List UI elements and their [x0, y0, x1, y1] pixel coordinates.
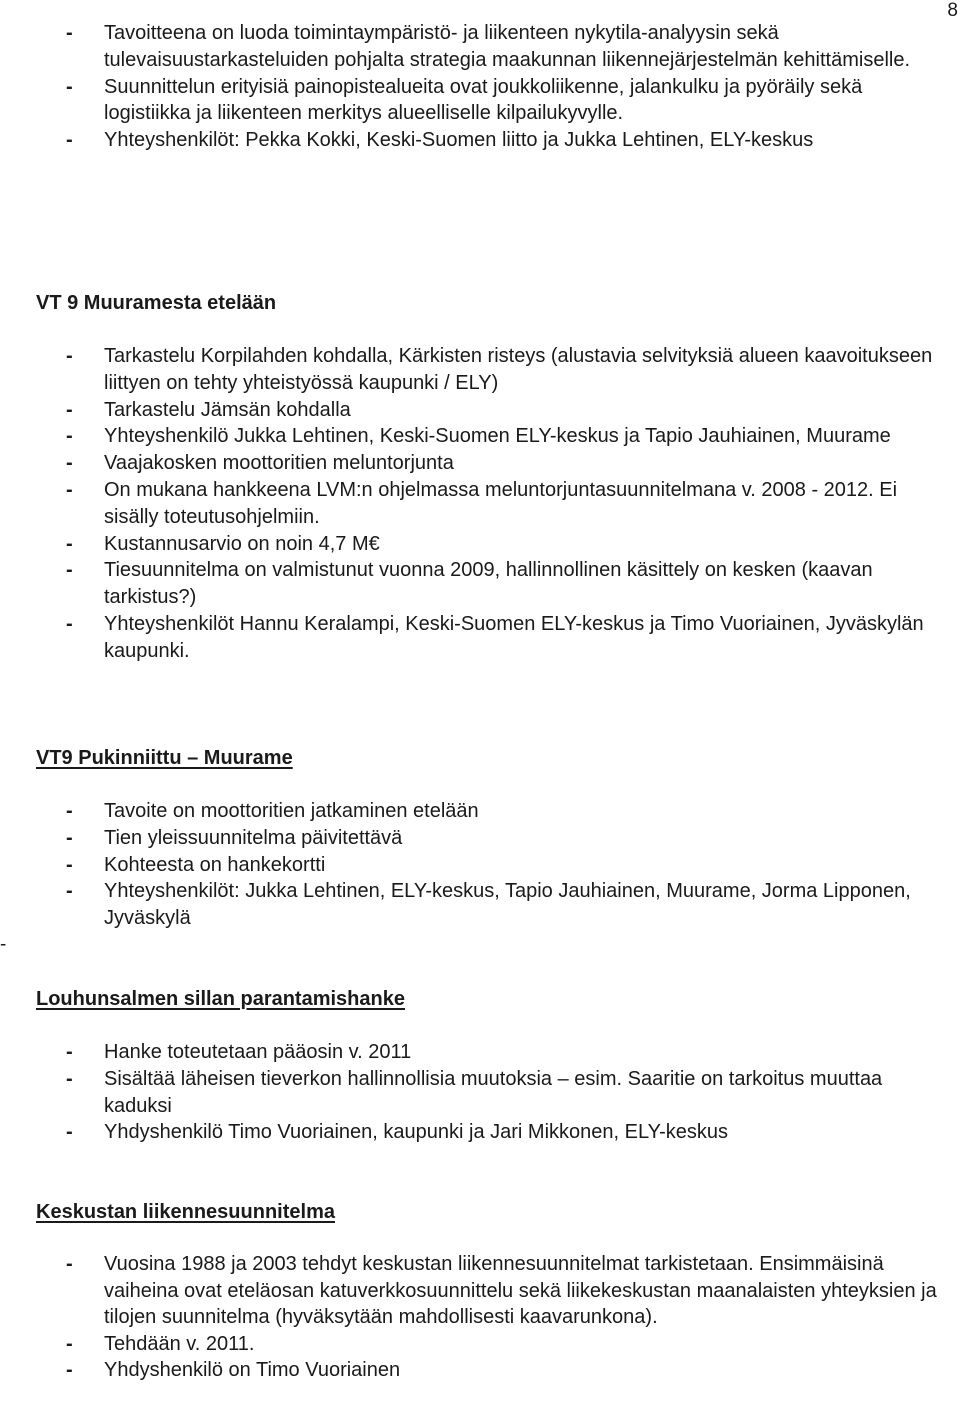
- dash-bullet: -: [66, 452, 73, 475]
- list-item-text: Sisältää läheisen tieverkon hallinnollisia muutoksia – esim. Saaritie on tarkoitus muuttaa kaduksi: [104, 1067, 883, 1117]
- list-item-text: Kustannusarvio on noin 4,7 M€: [104, 532, 380, 555]
- dash-bullet: -: [66, 800, 73, 822]
- dash-bullet: -: [66, 129, 73, 152]
- list-item: [66, 1066, 950, 1120]
- list-item: [66, 127, 950, 154]
- list-item: [66, 343, 950, 397]
- dash-bullet: -: [66, 398, 73, 421]
- section-list-vt9-muurame: [66, 343, 950, 665]
- section-list-keskusta: [66, 1251, 950, 1384]
- list-item: [66, 1331, 950, 1358]
- list-item-text: Yhteyshenkilö Jukka Lehtinen, Keski-Suomen ELY-keskus ja Tapio Jauhiainen, Muurame: [104, 425, 891, 448]
- list-item: [66, 611, 950, 665]
- dash-bullet: -: [66, 1041, 73, 1063]
- list-item-text: Suunnittelun erityisiä painopistealueita ovat joukkoliikenne, jalankulku ja pyöräily sekä logistiikka ja liikenteen merkitys alueelliselle kilpailukyvylle.: [104, 75, 863, 125]
- list-item-text: Yhdyshenkilö Timo Vuoriainen, kaupunki ja Jari Mikkonen, ELY-keskus: [104, 1121, 729, 1144]
- stray-dash: -: [0, 934, 7, 955]
- dash-bullet: -: [66, 1332, 73, 1355]
- list-item-text: Vaajakosken moottoritien meluntorjunta: [104, 452, 454, 475]
- dash-bullet: -: [66, 425, 73, 448]
- dash-bullet: -: [66, 1121, 73, 1144]
- list-item: [66, 1119, 950, 1146]
- section-title-keskusta: Keskustan liikennesuunnitelma: [36, 1201, 335, 1223]
- list-item-text: Tehdään v. 2011.: [104, 1332, 255, 1355]
- list-item-text: Yhteyshenkilöt: Jukka Lehtinen, ELY-keskus, Tapio Jauhiainen, Muurame, Jorma Lipponen, Jyväskylä: [104, 880, 911, 930]
- list-item: [66, 825, 950, 852]
- list-item: [66, 450, 950, 477]
- dash-bullet: -: [66, 345, 73, 367]
- list-item-text: Tavoitteena on luoda toimintaympäristö- ja liikenteen nykytila-analyysin sekä tulevaisuustarkasteluiden pohjalta strategia maakunnan liikennejärjestelmän kehittämiselle.: [104, 22, 911, 71]
- dash-bullet: -: [66, 559, 73, 582]
- section-list-louhunsalmi: [66, 1039, 950, 1146]
- list-item: [66, 557, 950, 611]
- section-title-vt9-pukinniittu: VT9 Pukinniittu – Muurame: [36, 747, 293, 769]
- list-item-text: Tiesuunnitelma on valmistunut vuonna 2009, hallinnollinen käsittely on kesken (kaavan tarkistus?): [104, 559, 873, 609]
- section-list-vt9-pukinniittu: [66, 798, 950, 932]
- dash-bullet: -: [66, 532, 73, 555]
- dash-bullet: -: [66, 1253, 73, 1275]
- list-item: [66, 531, 950, 558]
- list-item: [66, 397, 950, 424]
- list-item: [66, 1357, 950, 1384]
- list-item-text: Tien yleissuunnitelma päivitettävä: [104, 826, 403, 849]
- dash-bullet: -: [66, 1359, 73, 1381]
- list-item-text: Tarkastelu Korpilahden kohdalla, Kärkisten risteys (alustavia selvityksiä alueen kaavoitukseen liittyen on tehty yhteistyössä kaupunki / ELY): [104, 345, 933, 394]
- list-item: [66, 1251, 950, 1331]
- list-item-text: On mukana hankkeena LVM:n ohjelmassa meluntorjuntasuunnitelmana v. 2008 - 2012. Ei sisälly toteutusohjelmiin.: [104, 478, 898, 528]
- dash-bullet: -: [66, 75, 73, 98]
- dash-bullet: -: [66, 880, 73, 903]
- section-title-louhunsalmi: Louhunsalmen sillan parantamishanke: [36, 988, 405, 1010]
- list-item: [66, 20, 950, 74]
- dash-bullet: -: [66, 22, 73, 44]
- list-item-text: Vuosina 1988 ja 2003 tehdyt keskustan liikennesuunnitelmat tarkistetaan. Ensimmäisinä vaiheina ovat eteläosan katuverkkosuunnittelu sekä liikekeskustan maanalaisten yhteyksien ja tilojen suunnitelma (hyväksytään mahdollisesti kaavarunkona).: [104, 1253, 937, 1328]
- dash-bullet: -: [66, 1067, 73, 1090]
- dash-bullet: -: [66, 478, 73, 501]
- dash-bullet: -: [66, 826, 73, 849]
- intro-list: [66, 20, 950, 154]
- list-item: [66, 852, 950, 879]
- list-item: [66, 798, 950, 825]
- page-number: 8: [947, 0, 958, 21]
- list-item: [66, 1039, 950, 1066]
- list-item-text: Yhteyshenkilöt: Pekka Kokki, Keski-Suomen liitto ja Jukka Lehtinen, ELY-keskus: [104, 129, 814, 152]
- list-item: [66, 477, 950, 531]
- list-item: [66, 74, 950, 128]
- dash-bullet: -: [66, 853, 73, 876]
- list-item-text: Yhdyshenkilö on Timo Vuoriainen: [104, 1359, 401, 1381]
- list-item: [66, 423, 950, 450]
- dash-bullet: -: [66, 612, 73, 635]
- list-item-text: Hanke toteutetaan pääosin v. 2011: [104, 1041, 412, 1063]
- list-item-text: Yhteyshenkilöt Hannu Keralampi, Keski-Suomen ELY-keskus ja Timo Vuoriainen, Jyväskylän kaupunki.: [104, 612, 924, 662]
- list-item-text: Tarkastelu Jämsän kohdalla: [104, 398, 351, 421]
- list-item: [66, 878, 950, 932]
- list-item-text: Tavoite on moottoritien jatkaminen etelään: [104, 800, 479, 822]
- section-title-vt9-muurame: VT 9 Muuramesta etelään: [36, 292, 277, 314]
- list-item-text: Kohteesta on hankekortti: [104, 853, 326, 876]
